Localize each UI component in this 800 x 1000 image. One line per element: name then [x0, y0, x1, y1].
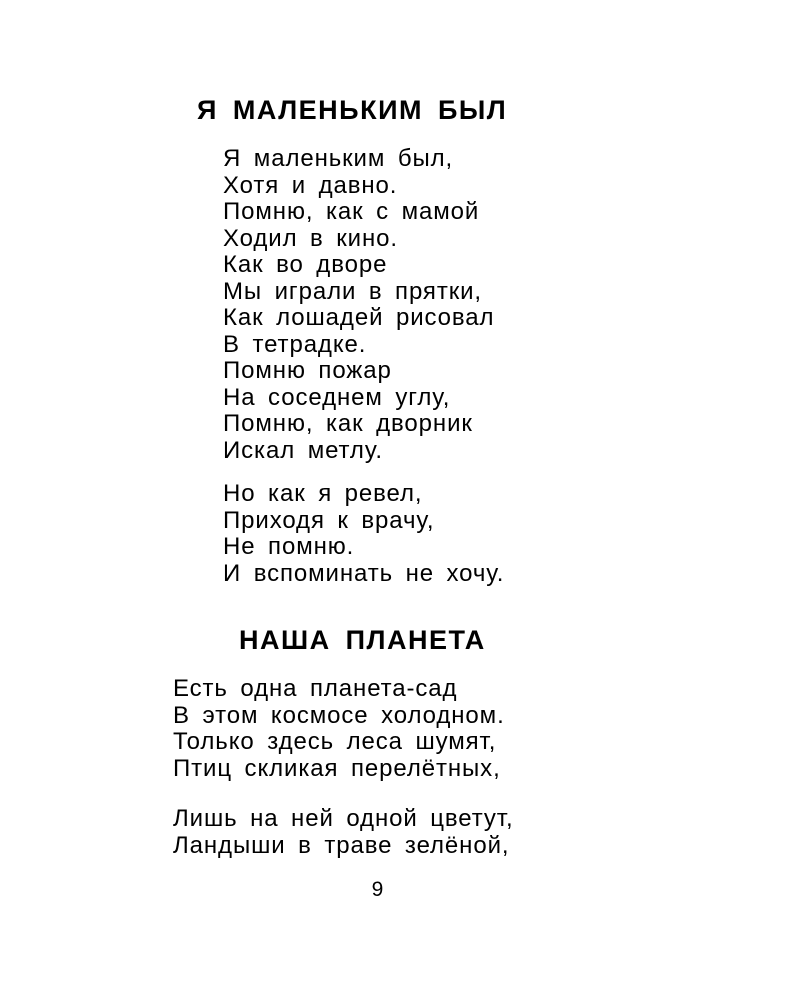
verse-line: Помню пожар — [223, 357, 392, 384]
verse-line: Не помню. — [223, 533, 355, 560]
verse-line: Приходя к врачу, — [223, 506, 435, 534]
verse-line: И вспоминать не хочу. — [223, 559, 505, 587]
page-number: 9 — [371, 878, 384, 901]
verse-line: Лишь на ней одной цветут, — [173, 805, 514, 832]
verse-line: Хотя и давно. — [223, 171, 398, 199]
verse-line: В этом космосе холодном. — [173, 701, 505, 729]
verse-line: Помню, как с мамой — [223, 198, 480, 225]
verse-line: Ходил в кино. — [223, 224, 398, 252]
stanza — [173, 806, 514, 859]
verse-line: Я маленьким был, — [223, 145, 454, 172]
verse-line: Есть одна планета-сад — [173, 675, 458, 702]
verse-line: Как во дворе — [223, 251, 388, 278]
verse-line: Как лошадей рисовал — [223, 304, 495, 331]
stanza — [223, 481, 504, 587]
verse-line: Только здесь леса шумят, — [173, 728, 497, 755]
poem-title: Я МАЛЕНЬКИМ БЫЛ — [197, 95, 508, 125]
stanza — [173, 676, 505, 782]
verse-line: Помню, как дворник — [223, 410, 473, 437]
verse-line: На соседнем углу, — [223, 383, 451, 411]
verse-line: Но как я ревел, — [223, 480, 423, 507]
stanza — [223, 146, 494, 464]
poem-title: НАША ПЛАНЕТА — [239, 625, 486, 655]
verse-line: В тетрадке. — [223, 330, 367, 358]
verse-line: Птиц скликая перелётных, — [173, 754, 501, 782]
verse-line: Ландыши в траве зелёной, — [173, 831, 510, 859]
verse-line: Мы играли в прятки, — [223, 277, 482, 305]
verse-line: Искал метлу. — [223, 436, 383, 464]
